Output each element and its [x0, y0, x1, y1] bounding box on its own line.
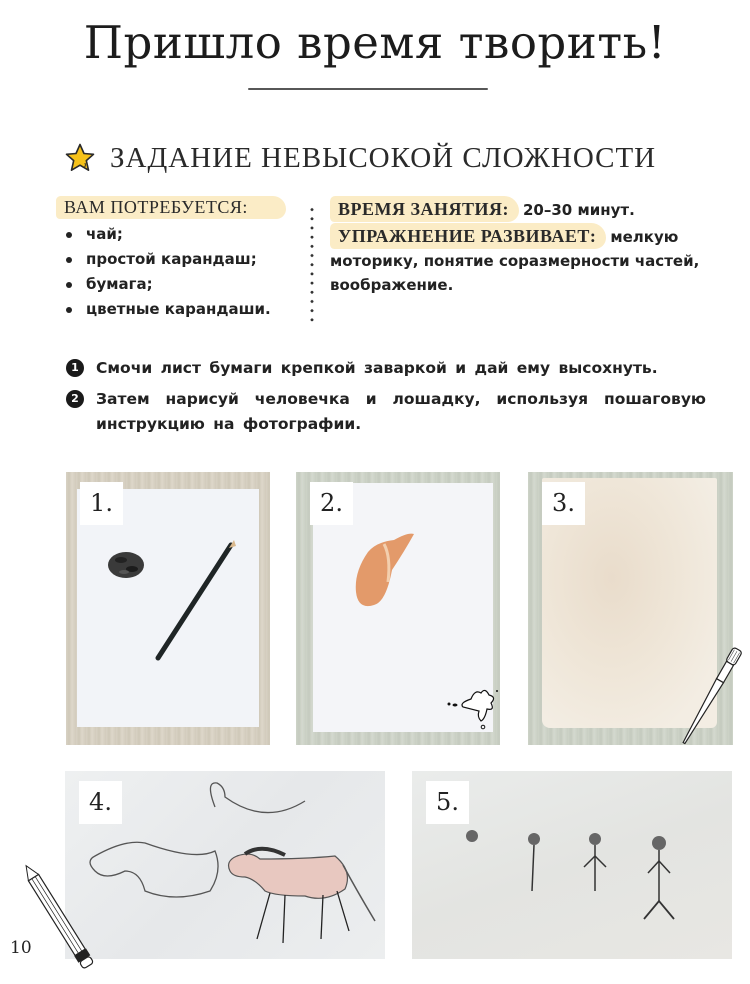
- step-number: 1: [66, 359, 84, 377]
- difficulty-heading: [64, 140, 656, 176]
- supply-item: простой карандаш;: [56, 247, 296, 272]
- supply-item: бумага;: [56, 272, 296, 297]
- difficulty-label: ЗАДАНИЕ НЕВЫСОКОЙ СЛОЖНОСТИ: [110, 141, 657, 174]
- dotted-divider: [310, 205, 314, 325]
- develops-line: [330, 223, 720, 297]
- time-line: [330, 196, 720, 222]
- page-title: Пришло время творить!: [83, 16, 667, 69]
- title-underline: [248, 88, 488, 90]
- supply-item: цветные карандаши.: [56, 297, 296, 322]
- photo-label: 2.: [310, 482, 353, 525]
- instructions: [66, 356, 706, 443]
- step-text: Смочи лист бумаги крепкой заваркой и дай ему высохнуть.: [96, 359, 658, 377]
- page-number: 10: [10, 938, 32, 958]
- supplies-list: [56, 222, 296, 322]
- star-icon: [64, 142, 96, 174]
- photo-label: 4.: [79, 781, 122, 824]
- paintbrush-icon: [670, 640, 750, 755]
- photo-label: 3.: [542, 482, 585, 525]
- supplies-section: [56, 196, 296, 322]
- splash-icon: [441, 677, 500, 737]
- photo-label: 1.: [80, 482, 123, 525]
- photo-step-2: [296, 472, 500, 745]
- photo-label: 5.: [426, 781, 469, 824]
- supply-item: чай;: [56, 222, 296, 247]
- step: [66, 387, 706, 437]
- step-number: 2: [66, 390, 84, 408]
- time-label: ВРЕМЯ ЗАНЯТИЯ:: [330, 196, 517, 222]
- pencil-icon: [20, 862, 100, 977]
- photo-step-1: [66, 472, 270, 745]
- photo-step-5: [412, 771, 732, 959]
- supplies-heading: ВАМ ПОТРЕБУЕТСЯ:: [56, 196, 256, 219]
- step-text: Затем нарисуй человечка и лошадку, используя пошаговую инструкцию на фотографии.: [96, 390, 706, 433]
- photo-step-4: [65, 771, 385, 959]
- develops-value: мелкую моторику, понятие соразмерности частей, воображение.: [330, 228, 700, 294]
- time-value: 20–30 минут.: [523, 201, 635, 219]
- info-section: [330, 196, 720, 297]
- develops-label: УПРАЖНЕНИЕ РАЗВИВАЕТ:: [330, 223, 604, 249]
- step: [66, 356, 706, 381]
